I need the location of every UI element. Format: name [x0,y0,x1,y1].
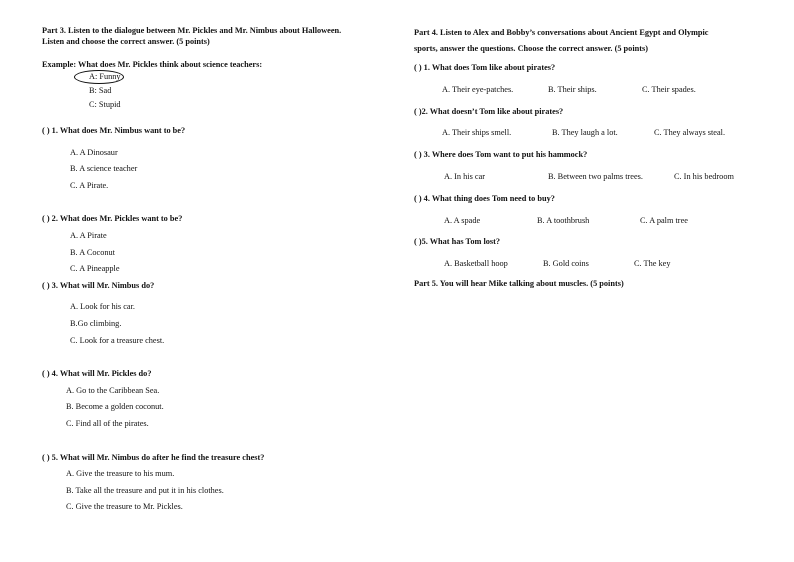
p3-q3-stem: ( ) 3. What will Mr. Nimbus do? [42,281,155,290]
p3-q4-option-b: B. Become a golden coconut. [66,402,164,411]
p3-q2-stem: ( ) 2. What does Mr. Pickles want to be? [42,214,183,223]
p4-q5-stem: ( )5. What has Tom lost? [414,237,501,246]
p3-q4-stem: ( ) 4. What will Mr. Pickles do? [42,369,152,378]
p3-q4-option-a: A. Go to the Caribbean Sea. [66,386,160,395]
p3-q3-option-b: B.Go climbing. [70,319,122,328]
example-option-b: B: Sad [89,86,112,95]
part5-header: Part 5. You will hear Mike talking about muscles. (5 points) [414,279,624,288]
p3-q2-option-a: A. A Pirate [70,231,107,240]
p4-q5-option-c: C. The key [634,259,671,268]
p4-q2-option-a: A. Their ships smell. [442,128,512,137]
part3-header-line1: Part 3. Listen to the dialogue between Mr. Pickles and Mr. Nimbus about Halloween. [42,26,342,35]
p4-q5-option-a: A. Basketball hoop [444,259,508,268]
p3-q1-stem: ( ) 1. What does Mr. Nimbus want to be? [42,126,186,135]
p4-q3-option-b: B. Between two palms trees. [548,172,643,181]
p4-q4-option-c: C. A palm tree [640,216,688,225]
p3-q2-option-c: C. A Pineapple [70,264,120,273]
p3-q2-option-b: B. A Coconut [70,248,115,257]
p3-q1-option-a: A. A Dinosaur [70,148,118,157]
part4-header-line1: Part 4. Listen to Alex and Bobby’s conversations about Ancient Egypt and Olympic [414,28,709,37]
p4-q1-option-a: A. Their eye-patches. [442,85,514,94]
p3-q4-option-c: C. Find all of the pirates. [66,419,149,428]
p4-q4-option-b: B. A toothbrush [537,216,590,225]
p3-q5-stem: ( ) 5. What will Mr. Nimbus do after he find the treasure chest? [42,453,265,462]
p3-q5-option-c: C. Give the treasure to Mr. Pickles. [66,502,183,511]
p4-q2-stem: ( )2. What doesn’t Tom like about pirates? [414,107,564,116]
p4-q2-option-c: C. They always steal. [654,128,726,137]
p4-q3-option-c: C. In his bedroom [674,172,734,181]
part3-header-line2: Listen and choose the correct answer. (5 points) [42,37,210,46]
p4-q2-option-b: B. They laugh a lot. [552,128,618,137]
example-option-a: A: Funny [89,72,121,81]
p4-q4-option-a: A. A spade [444,216,481,225]
example-question: Example: What does Mr. Pickles think about science teachers: [42,60,263,69]
p3-q1-option-c: C. A Pirate. [70,181,109,190]
part4-header-line2: sports, answer the questions. Choose the correct answer. (5 points) [414,44,648,53]
p3-q3-option-a: A. Look for his car. [70,302,135,311]
p3-q3-option-c: C. Look for a treasure chest. [70,336,165,345]
p3-q1-option-b: B. A science teacher [70,164,138,173]
p3-q5-option-b: B. Take all the treasure and put it in his clothes. [66,486,224,495]
p4-q3-stem: ( ) 3. Where does Tom want to put his hammock? [414,150,588,159]
p4-q1-option-b: B. Their ships. [548,85,597,94]
p4-q1-stem: ( ) 1. What does Tom like about pirates? [414,63,556,72]
p4-q5-option-b: B. Gold coins [543,259,589,268]
p4-q4-stem: ( ) 4. What thing does Tom need to buy? [414,194,555,203]
p3-q5-option-a: A. Give the treasure to his mum. [66,469,175,478]
p4-q3-option-a: A. In his car [444,172,486,181]
example-option-c: C: Stupid [89,100,121,109]
p4-q1-option-c: C. Their spades. [642,85,696,94]
